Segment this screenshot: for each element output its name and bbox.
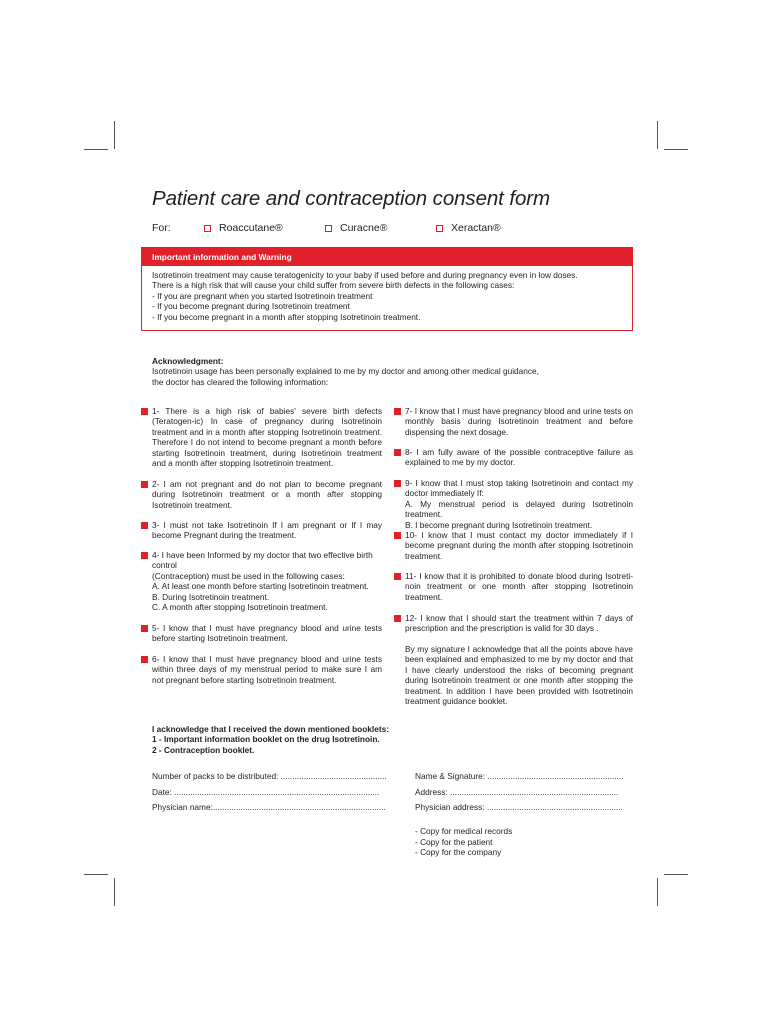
checkbox-icon[interactable]	[204, 225, 211, 232]
list-item-12	[405, 613, 633, 634]
warning-line: - If you become pregnant in a month after stopping Isotretinoin treatment.	[152, 311, 421, 322]
item-text: B. I become pregnant during Isotretinoin treatment.	[405, 519, 593, 530]
product-label: Roaccutane®	[219, 222, 283, 234]
crop-mark	[657, 878, 658, 906]
crop-mark	[114, 878, 115, 906]
bullet-icon	[141, 625, 148, 632]
bullet-icon	[141, 522, 148, 529]
acknowledgment	[152, 356, 552, 387]
checkbox-icon[interactable]	[436, 225, 443, 232]
warning-header: Important information and Warning	[142, 248, 632, 266]
item-text: 6- I know that I must have pregnancy blood and urine tests within three days of my menstrual period to make sure I am not pregnant before starting Isotretinoin treatment.	[152, 654, 382, 685]
list-item-8	[405, 447, 633, 468]
acknowledgment-text: the doctor has cleared the following information:	[152, 376, 329, 387]
bullet-icon	[141, 552, 148, 559]
crop-mark	[664, 149, 688, 150]
booklets-acknowledgment	[152, 724, 389, 755]
signature-statement: By my signature I acknowledge that all the points above have been explained and emphasized to me by my doctor and that I have clearly understood the risks of becoming pregnant during Isotretinoin treatment or one month after stopping the treatment. In addition I have been provided with Isotretinoin treatment guidance booklet.	[405, 644, 633, 707]
item-text: C. A month after stopping Isotretinoin treatment.	[152, 602, 328, 613]
bullet-icon	[394, 449, 401, 456]
item-text: 5- I know that I must have pregnancy blood and urine tests before starting Isotretinoin treatment.	[152, 623, 382, 644]
copy-item: - Copy for the company	[415, 847, 502, 858]
list-item-4	[152, 550, 382, 612]
item-text: 3- I must not take Isotretinoin If I am pregnant or If I may become Pregnant during the treatment.	[152, 520, 382, 541]
bullet-icon	[394, 532, 401, 539]
list-item-2	[152, 479, 382, 510]
list-item-11	[405, 571, 633, 602]
bullet-icon	[141, 408, 148, 415]
copies-list	[415, 826, 512, 858]
warning-line: Isotretinoin treatment may cause teratogenicity to your baby if used before and during pregnancy even in low doses.	[152, 270, 578, 280]
item-text: 1- There is a high risk of babies' severe birth defects (Teratogen-ic) In case of pregnancy during Isotretinoin treatment and in a month after stopping Isotretinoin treatment. Therefore I do not intend to become pregnant a month before starting Isotretinoin treatment, during Isotretinoin treatment and a month after stopping Isotretinoin treatment.	[152, 406, 382, 469]
item-text: B. During Isotretinoin treatment.	[152, 591, 270, 602]
bullet-icon	[394, 408, 401, 415]
physician-name-field[interactable]: Physician name:...........................................................................	[152, 802, 386, 812]
checkbox-icon[interactable]	[325, 225, 332, 232]
warning-box	[141, 247, 633, 331]
warning-body	[142, 266, 632, 322]
booklets-line: 2 - Contraception booklet.	[152, 744, 255, 755]
crop-mark	[84, 874, 108, 875]
list-item-5	[152, 623, 382, 644]
item-text: 11- I know that it is prohibited to donate blood during Isotreti-noin treatment or one month after stopping Isotretinoin treatment.	[405, 571, 633, 602]
address-field[interactable]: Address: .........................................................................	[415, 787, 619, 797]
product-option-roaccutane[interactable]	[204, 222, 283, 234]
bullet-icon	[394, 573, 401, 580]
item-text: 2- I am not pregnant and do not plan to become pregnant during Isotretinoin treatment or a month after stopping Isotretinoin treatment.	[152, 479, 382, 510]
crop-mark	[664, 874, 688, 875]
product-option-curacne[interactable]	[325, 222, 387, 234]
list-item-7	[405, 406, 633, 437]
warning-line: There is a high risk that will cause your child suffer from severe birth defects in the following cases:	[152, 280, 515, 291]
item-text: 9- I know that I must stop taking Isotretinoin and contact my doctor immediately If:	[405, 478, 633, 499]
warning-line: - If you are pregnant when you started Isotretinoin treatment	[152, 290, 373, 301]
packs-field[interactable]: Number of packs to be distributed: ..............................................	[152, 771, 387, 781]
crop-mark	[114, 121, 115, 149]
item-text: 10- I know that I must contact my doctor immediately if I become pregnant during the month after stopping Isotretinoin treatment.	[405, 530, 633, 561]
crop-mark	[657, 121, 658, 149]
item-text: A. My menstrual period is delayed during Isotretinoin treatment.	[405, 498, 633, 520]
page-title: Patient care and contraception consent form	[152, 187, 550, 210]
list-item-10	[405, 530, 633, 561]
item-text: 7- I know that I must have pregnancy blood and urine tests on monthly basis during Isotretinoin treatment and before dispensing the next dosage.	[405, 406, 633, 437]
product-label: Xeractan®	[451, 222, 501, 234]
bullet-icon	[394, 480, 401, 487]
copy-item: - Copy for medical records	[415, 826, 513, 836]
bullet-icon	[141, 481, 148, 488]
item-text: (Contraception) must be used in the following cases:	[152, 570, 345, 581]
bullet-icon	[141, 656, 148, 663]
warning-line: - If you become pregnant during Isotretinoin treatment	[152, 301, 350, 312]
list-item-1	[152, 406, 382, 468]
list-item-3	[152, 520, 382, 541]
product-label: Curacne®	[340, 222, 388, 234]
physician-address-field[interactable]: Physician address: ...........................................................	[415, 802, 623, 812]
list-item-9	[405, 478, 633, 530]
for-label: For:	[152, 222, 171, 234]
bullet-icon	[394, 615, 401, 622]
acknowledgment-heading: Acknowledgment:	[152, 356, 224, 366]
date-field[interactable]: Date: .........................................................................................	[152, 787, 380, 797]
name-signature-field[interactable]: Name & Signature: ...........................................................	[415, 771, 624, 781]
item-text: 4- I have been Informed by my doctor that two effective birth control	[152, 550, 373, 571]
item-text: 8- I am fully aware of the possible contraceptive failure as explained to me by my doctor.	[405, 447, 633, 468]
item-text: A. At least one month before starting Isotretinoin treatment.	[152, 581, 369, 592]
crop-mark	[84, 149, 108, 150]
list-item-6	[152, 654, 382, 685]
copy-item: - Copy for the patient	[415, 836, 493, 847]
product-option-xeractan[interactable]	[436, 222, 501, 234]
booklets-line: I acknowledge that I received the down mentioned booklets:	[152, 724, 389, 734]
acknowledgment-text: Isotretinoin usage has been personally explained to me by my doctor and among other medical guidance,	[152, 366, 539, 377]
booklets-line: 1 - Important information booklet on the drug Isotretinoin.	[152, 734, 380, 745]
item-text: 12- I know that I should start the treatment within 7 days of prescription and the prescription is valid for 30 days .	[405, 613, 633, 634]
